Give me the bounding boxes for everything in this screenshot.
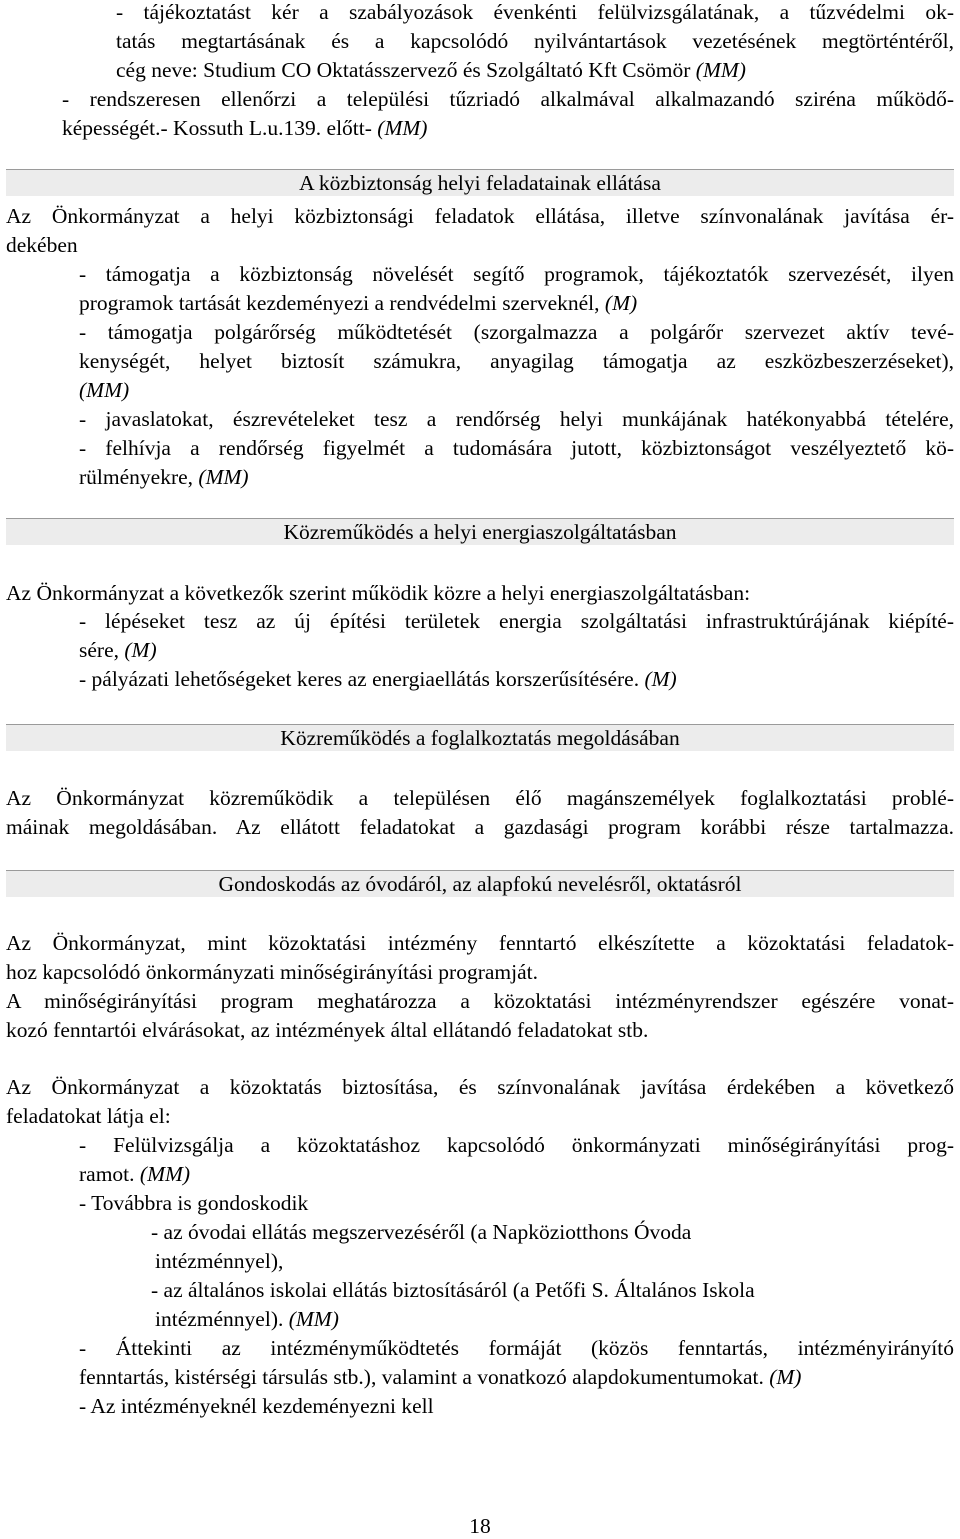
s4-sub-bullet-1-line-1: - az óvodai ellátás megszervezéséről (a Napköziotthons Óvoda (151, 1220, 692, 1244)
s4-p3-line-2: feladatokat látja el: (6, 1104, 171, 1128)
s2-bullet-1-line-2: sére, (M) (79, 638, 157, 662)
s1-bullet-2-line-1: - támogatja polgárőrség működtetését (szorgalmazza a polgárőr szervezet aktív tevé- (79, 320, 954, 344)
s4-sub-bullet-2-line-2: intézménnyel). (MM) (155, 1307, 339, 1331)
s1-intro-line-1: Az Önkormányzat a helyi közbiztonsági feladatok ellátása, illetve színvonalának javítása ér- (6, 204, 954, 228)
s4-sub-bullet-2-line-1: - az általános iskolai ellátás biztosításáról (a Petőfi S. Általános Iskola (151, 1278, 755, 1302)
top-line-2: tatás megtartásának és a kapcsolódó nyilvántartások vezetésének megtörténtéről, (116, 29, 954, 53)
page-number: 18 (469, 1514, 491, 1538)
s4-p2-line-1: A minőségirányítási program meghatározza a közoktatási intézményrendszer egészére vonat- (6, 989, 954, 1013)
s4-bullet-1-line-2: ramot. (MM) (79, 1162, 191, 1186)
section-heading-kozbiztonsag: A közbiztonság helyi feladatainak ellátása (6, 169, 954, 196)
s3-line-1: Az Önkormányzat közreműködik a településen élő magánszemélyek foglalkoztatási problé- (6, 786, 954, 810)
s1-intro-line-2: dekében (6, 233, 78, 257)
s1-bullet-1-line-2: programok tartását kezdeményezi a rendvédelmi szerveknél, (M) (79, 291, 638, 315)
s1-bullet-4-line-1: - felhívja a rendőrség figyelmét a tudomására jutott, közbiztonságot veszélyeztető kö- (79, 436, 954, 460)
top-line-1: - tájékoztatást kér a szabályozások évenkénti felülvizsgálatának, a tűzvédelmi ok- (116, 0, 954, 24)
s1-bullet-3: - javaslatokat, észrevételeket tesz a rendőrség helyi munkájának hatékonyabbá tételére, (79, 407, 954, 431)
s4-p3-line-1: Az Önkormányzat a közoktatás biztosítása, és színvonalának javítása érdekében a következő (6, 1075, 954, 1099)
s1-bullet-2-marker: (MM) (79, 378, 130, 402)
s1-bullet-4-line-2: rülményekre, (MM) (79, 465, 249, 489)
s1-bullet-2-line-2: kenységét, helyet biztosít számukra, anyagilag támogatja az eszközbeszerzéseket), (79, 349, 954, 373)
s2-bullet-2: - pályázati lehetőségeket keres az energiaellátás korszerűsítésére. (M) (79, 667, 677, 691)
s4-p1-line-2: hoz kapcsolódó önkormányzati minőségirányítási programját. (6, 960, 538, 984)
section-heading-foglalkoztatas: Közreműködés a foglalkoztatás megoldásában (6, 724, 954, 751)
s4-p1-line-1: Az Önkormányzat, mint közoktatási intézmény fenntartó elkészítette a közoktatási feladatok- (6, 931, 954, 955)
s2-intro: Az Önkormányzat a következők szerint működik közre a helyi energiaszolgáltatásban: (6, 581, 751, 605)
section-heading-energia: Közreműködés a helyi energiaszolgáltatásban (6, 518, 954, 545)
top-line-4: - rendszeresen ellenőrzi a települési tűzriadó alkalmával alkalmazandó sziréna működő- (62, 87, 954, 111)
top-line-3: cég neve: Studium CO Oktatásszervező és Szolgáltató Kft Csömör (MM) (116, 58, 746, 82)
s4-p2-line-2: kozó fenntartói elvárásokat, az intézmények által ellátandó feladatokat stb. (6, 1018, 649, 1042)
s4-bullet-3-line-1: - Áttekinti az intézményműködtetés formáját (közös fenntartás, intézményirányító (79, 1336, 954, 1360)
top-line-5: képességét.- Kossuth L.u.139. előtt- (MM) (62, 116, 428, 140)
section-heading-ovoda-oktatas: Gondoskodás az óvodáról, az alapfokú nevelésről, oktatásról (6, 870, 954, 897)
s4-sub-bullet-1-line-2: intézménnyel), (155, 1249, 284, 1273)
s4-bullet-1-line-1: - Felülvizsgálja a közoktatáshoz kapcsolódó önkormányzati minőségirányítási prog- (79, 1133, 954, 1157)
s3-line-2: máinak megoldásában. Az ellátott feladatokat a gazdasági program korábbi része tartalmazza. (6, 815, 954, 839)
s4-bullet-4: - Az intézményeknél kezdeményezni kell (79, 1394, 434, 1418)
s4-bullet-3-line-2: fenntartás, kistérségi társulás stb.), valamint a vonatkozó alapdokumentumokat. (M) (79, 1365, 802, 1389)
s2-bullet-1-line-1: - lépéseket tesz az új építési területek energia szolgáltatási infrastruktúrájának kiépíté- (79, 609, 954, 633)
s1-bullet-1-line-1: - támogatja a közbiztonság növelését segítő programok, tájékoztatók szervezését, ilyen (79, 262, 954, 286)
s4-bullet-2: - Továbbra is gondoskodik (79, 1191, 309, 1215)
